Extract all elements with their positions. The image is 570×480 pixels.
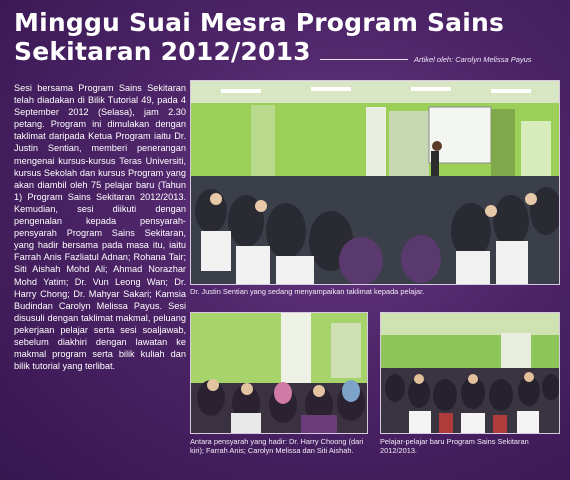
- body-paragraph: Sesi bersama Program Sains Sekitaran telah diadakan di Bilik Tutorial 49, pada 4 September 2012 (Selasa), jam 2.30 petang. Program ini dimulakan dengan taklimat daripada Ketua Program iaitu Dr. Justin Sentian, memberi penerangan mengenai kursus-kursus Teras Universiti, kursus Sekolah dan kursus Program yang akan diambil oleh 75 pelajar baru (Tahun 1) Program Sains Sekitaran 2012/2013. Kemudian, sesi diikuti dengan pengenalan kepada pensyarah-pensyarah Program Sains Sekitaran, yang hadir bersama pada masa itu, iaitu Farrah Anis Fazliatul Adnan; Rohana Tair; Siti Aishah Mohd Ali; Ahmad Norazhar Mohd Yatim; Dr. Vun Leong Wan; Dr. Harry Chong; Dr. Mahyar Sakari; Kamsia Budindan Carolyn Melissa Payus. Sesi disusuli dengan taklimat makmal, peluang pekerjaan pelajar serta sesi soaljawab, sebelum diakhiri dengan lawatan ke makmal program serta bilik kuliah dan bilik tutorial yang terlibat.: [14, 83, 186, 372]
- new-students-photo: [381, 313, 559, 433]
- lecturers-photo-caption: Antara pensyarah yang hadir: Dr. Harry Choong (dari kiri); Farrah Anis; Carolyn Melissa dan Siti Aishah.: [190, 437, 364, 455]
- students-photo: [380, 312, 560, 434]
- lecture-room-photo: [191, 81, 559, 284]
- title-line-1: Minggu Suai Mesra Program Sains: [14, 8, 505, 37]
- article-body: [14, 82, 186, 372]
- main-photo: [190, 80, 560, 285]
- main-photo-caption: Dr. Justin Sentian yang sedang menyampaikan taklimat kepada pelajar.: [190, 287, 425, 296]
- lecturers-photo: [190, 312, 368, 434]
- author-line: [320, 55, 565, 64]
- author-rule: [320, 59, 408, 60]
- title-line-2: Sekitaran 2012/2013: [14, 37, 311, 66]
- lecturers-seated-photo: [191, 313, 367, 433]
- students-photo-caption: Pelajar-pelajar baru Program Sains Sekitaran 2012/2013.: [380, 437, 529, 455]
- author-credit: Artikel oleh: Carolyn Melissa Payus: [414, 55, 532, 64]
